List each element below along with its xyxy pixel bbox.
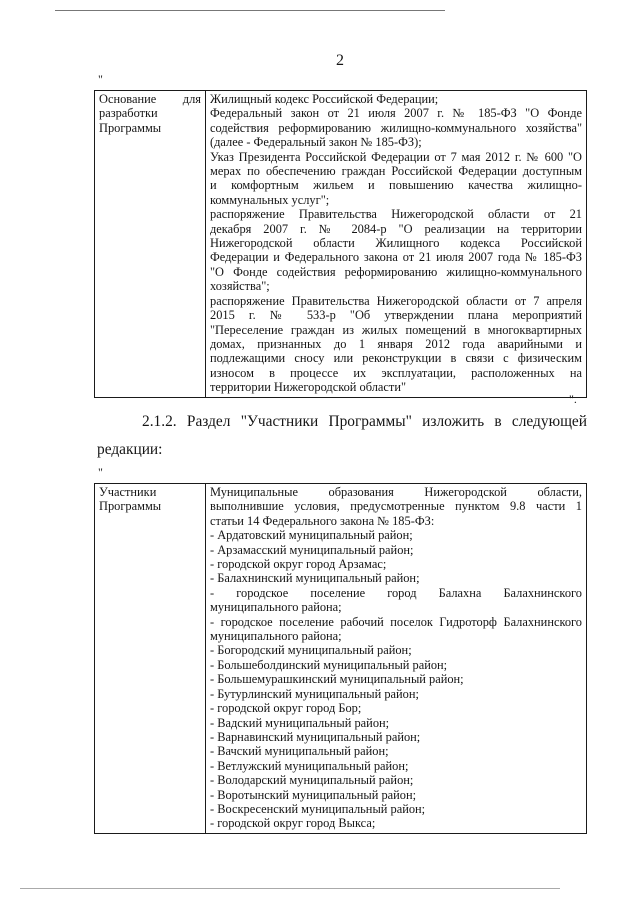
participants-label-cell: [95, 484, 206, 834]
basis-line: (далее - Федеральный закон № 185-ФЗ);: [210, 135, 422, 150]
basis-line: Жилищный кодекс Российской Федерации;: [210, 92, 439, 106]
participants-line: статьи 14 Федерального закона № 185-ФЗ:: [210, 513, 435, 528]
basis-line: 2015 г. № 533-р "Об утверждении плана мероприятий: [210, 308, 582, 323]
top-rule: [55, 10, 445, 11]
section-paragraph-line-2: редакции:: [97, 441, 163, 458]
participants-line: - Воскресенский муниципальный район;: [210, 801, 426, 816]
participants-line: - Балахнинский муниципальный район;: [210, 571, 420, 586]
basis-line: коммунальных услуг";: [210, 192, 330, 207]
basis-label-line-2: разработки: [99, 106, 158, 121]
basis-content-cell: [206, 91, 587, 398]
basis-line: домах, признанных до 1 января 2012 года аварийными и: [210, 336, 582, 351]
participants-content-cell: [206, 484, 587, 834]
participants-line: - Вадский муниципальный район;: [210, 715, 390, 730]
participants-line: - Ардатовский муниципальный район;: [210, 528, 413, 543]
participants-line: - городской округ город Арзамас;: [210, 557, 387, 572]
participants-label-line-2: Программы: [99, 499, 162, 514]
participants-line: - Воротынский муниципальный район;: [210, 787, 417, 802]
section-paragraph-line-1: 2.1.2. Раздел "Участники Программы" изложить в следующей: [142, 413, 587, 430]
basis-line: содействия реформированию жилищно-коммунального хозяйства": [210, 120, 582, 135]
participants-line: - Большеболдинский муниципальный район;: [210, 657, 448, 672]
opening-quote-2: ": [98, 465, 103, 479]
opening-quote-1: ": [98, 72, 103, 86]
participants-line: муниципального района;: [210, 629, 342, 644]
participants-line: - Вачский муниципальный район;: [210, 744, 389, 759]
closing-quote-1: ".: [569, 392, 577, 406]
participants-line: муниципального района;: [210, 600, 342, 615]
participants-line: - Бутурлинский муниципальный район;: [210, 686, 419, 701]
basis-line: подлежащими сносу или реконструкции в связи с физическим: [210, 351, 582, 366]
basis-line: Нижегородской области Жилищного кодекса Российской: [210, 236, 582, 251]
basis-line: Федерации и Федерального закона от 21 июля 2007 года № 185-ФЗ: [210, 250, 582, 265]
participants-line: - Володарский муниципальный район;: [210, 773, 414, 788]
participants-line: - Арзамасский муниципальный район;: [210, 542, 414, 557]
basis-label-line-3: Программы: [99, 120, 162, 135]
basis-line: территории Нижегородской области": [210, 380, 407, 395]
basis-line: мерах по обеспечению граждан Российской Федерации доступным: [210, 164, 582, 179]
participants-line: Муниципальные образования Нижегородской области,: [210, 485, 582, 499]
table-participants: [94, 483, 587, 834]
basis-line: Федеральный закон от 21 июля 2007 г. № 185-ФЗ "О Фонде: [210, 106, 582, 121]
basis-line: хозяйства";: [210, 279, 270, 294]
basis-line: Указ Президента Российской Федерации от 7 мая 2012 г. № 600 "О: [210, 149, 582, 164]
basis-label-line-1: Основание для: [99, 92, 201, 106]
page-number: 2: [336, 52, 344, 69]
participants-line: - городское поселение рабочий поселок Гидроторф Балахнинского: [210, 614, 582, 629]
participants-line: выполнившие условия, предусмотренные пунктом 9.8 части 1: [210, 499, 582, 514]
participants-line: - Варнавинский муниципальный район;: [210, 729, 421, 744]
participants-line: - Богородский муниципальный район;: [210, 643, 412, 658]
participants-line: - Большемурашкинский муниципальный район;: [210, 672, 464, 687]
participants-line: - городской округ город Бор;: [210, 701, 362, 716]
basis-label-cell: [95, 91, 206, 398]
basis-line: износом в процессе их эксплуатации, расположенных на: [210, 365, 582, 380]
basis-line: декабря 2007 г. № 2084-р "О реализации на территории: [210, 221, 582, 236]
participants-line: - Ветлужский муниципальный район;: [210, 758, 409, 773]
participants-label-line-1: Участники: [99, 485, 157, 499]
basis-line: распоряжение Правительства Нижегородской области от 7 апреля: [210, 293, 582, 308]
basis-line: и комфортным жильем и повышению качества жилищно-: [210, 178, 582, 193]
basis-line: распоряжение Правительства Нижегородской области от 21: [210, 207, 582, 222]
basis-line: "О Фонде содействия реформированию жилищно-коммунального: [210, 264, 582, 279]
participants-line: - городской округ город Выкса;: [210, 816, 376, 831]
bottom-rule: [20, 888, 560, 889]
participants-line: - городское поселение город Балахна Балахнинского: [210, 585, 582, 600]
table-basis: [94, 90, 587, 398]
basis-line: "Переселение граждан из жилых помещений в многоквартирных: [210, 322, 582, 337]
